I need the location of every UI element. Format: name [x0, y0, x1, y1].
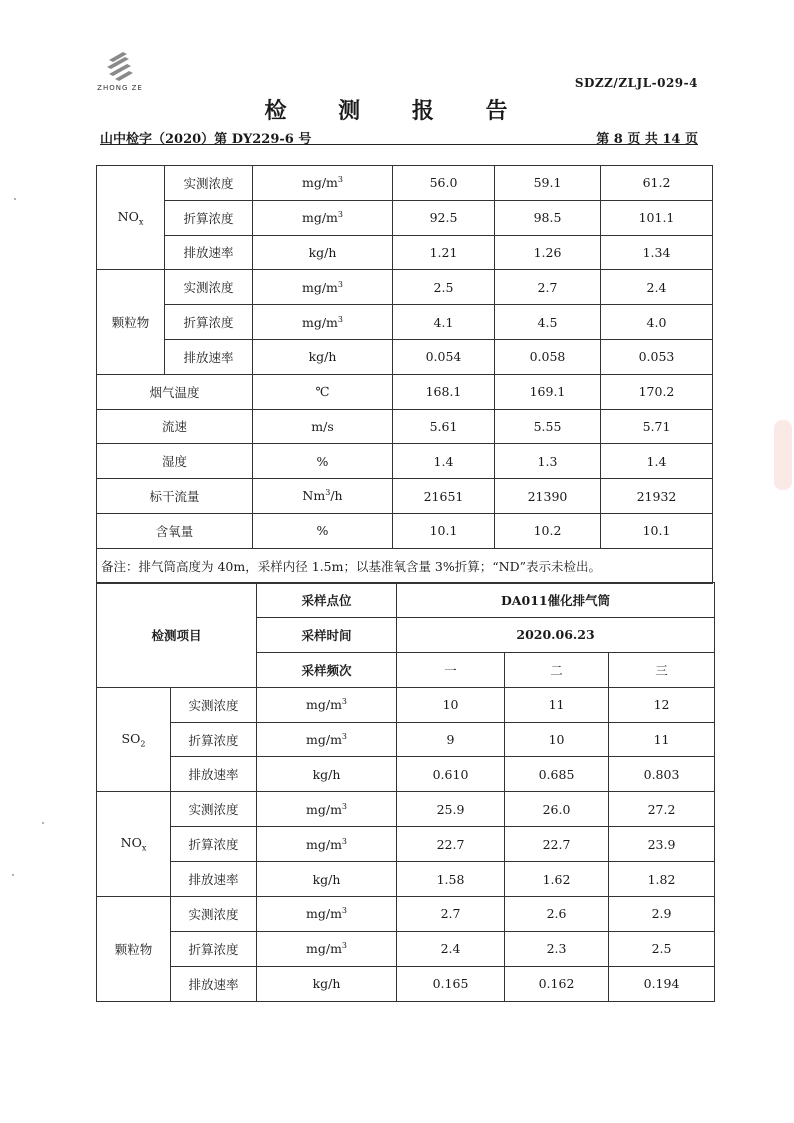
- point-value: DA011催化排气筒: [397, 583, 715, 618]
- page-number: 第 8 页 共 14 页: [596, 132, 698, 147]
- unit-cell: $mg/m^3$: [253, 166, 393, 201]
- report-subheader: [100, 128, 698, 145]
- logo-text: ZHONG ZE: [97, 84, 143, 92]
- table-row: [97, 235, 713, 270]
- metric-label: 排放速率: [171, 862, 257, 897]
- value-cell: 98.5: [495, 200, 601, 235]
- unit-cell: kg/h: [257, 966, 397, 1001]
- param-label: 流速: [97, 409, 253, 444]
- value-cell: 0.053: [601, 339, 713, 374]
- table-row: [97, 409, 713, 444]
- metric-label: 实测浓度: [165, 270, 253, 305]
- value-cell: 0.803: [609, 757, 715, 792]
- value-cell: 56.0: [393, 166, 495, 201]
- time-label: 采样时间: [257, 617, 397, 652]
- table-row: [97, 548, 713, 583]
- value-cell: 2.7: [495, 270, 601, 305]
- value-cell: 9: [397, 722, 505, 757]
- value-cell: 0.194: [609, 966, 715, 1001]
- value-cell: 1.3: [495, 444, 601, 479]
- page-title: 检 测 报 告: [264, 98, 530, 124]
- value-cell: 59.1: [495, 166, 601, 201]
- unit-cell: kg/h: [253, 339, 393, 374]
- value-cell: 0.054: [393, 339, 495, 374]
- param-label: 标干流量: [97, 479, 253, 514]
- value-cell: 1.58: [397, 862, 505, 897]
- value-cell: 4.0: [601, 305, 713, 340]
- unit-cell: kg/h: [253, 235, 393, 270]
- value-cell: 2.4: [601, 270, 713, 305]
- value-cell: 22.7: [505, 827, 609, 862]
- value-cell: 12: [609, 687, 715, 722]
- value-cell: 21651: [393, 479, 495, 514]
- value-cell: 4.5: [495, 305, 601, 340]
- so2-pollutant-cell: $SO_2$: [97, 687, 171, 792]
- nox-pollutant-cell: $NO_x$: [97, 792, 171, 897]
- value-cell: 61.2: [601, 166, 713, 201]
- value-cell: 11: [609, 722, 715, 757]
- value-cell: 1.21: [393, 235, 495, 270]
- value-cell: 10.1: [393, 513, 495, 548]
- table-row: [97, 687, 715, 722]
- table-row: [97, 200, 713, 235]
- table-note: 备注：排气筒高度为 40m，采样内径 1.5m；以基准氧含量 3%折算；“ND”表示未检出。: [97, 548, 713, 583]
- value-cell: 2.5: [609, 931, 715, 966]
- value-cell: 10.2: [495, 513, 601, 548]
- value-cell: 0.058: [495, 339, 601, 374]
- value-cell: 2.9: [609, 897, 715, 932]
- value-cell: 27.2: [609, 792, 715, 827]
- param-label: 湿度: [97, 444, 253, 479]
- value-cell: 1.4: [601, 444, 713, 479]
- unit-cell: Nm$^3$/h: [253, 479, 393, 514]
- document-code: SDZZ/ZLJL-029-4: [574, 76, 698, 90]
- freq-cell: 二: [505, 652, 609, 687]
- unit-cell: $mg/m^3$: [253, 270, 393, 305]
- value-cell: 101.1: [601, 200, 713, 235]
- results-table-continued: [96, 165, 713, 584]
- metric-label: 折算浓度: [171, 722, 257, 757]
- freq-label: 采样频次: [257, 652, 397, 687]
- particulate-pollutant-cell: 颗粒物: [97, 897, 171, 1002]
- unit-cell: ℃: [253, 374, 393, 409]
- metric-label: 排放速率: [165, 235, 253, 270]
- param-label: 烟气温度: [97, 374, 253, 409]
- value-cell: 92.5: [393, 200, 495, 235]
- unit-cell: $mg/m^3$: [257, 722, 397, 757]
- value-cell: 5.61: [393, 409, 495, 444]
- unit-cell: $mg/m^3$: [253, 200, 393, 235]
- unit-cell: $mg/m^3$: [257, 687, 397, 722]
- value-cell: 2.6: [505, 897, 609, 932]
- value-cell: 10: [397, 687, 505, 722]
- table-row: [97, 897, 715, 932]
- metric-label: 折算浓度: [165, 200, 253, 235]
- value-cell: 1.26: [495, 235, 601, 270]
- unit-cell: kg/h: [257, 862, 397, 897]
- value-cell: 0.162: [505, 966, 609, 1001]
- metric-label: 排放速率: [171, 966, 257, 1001]
- value-cell: 0.610: [397, 757, 505, 792]
- table-row: [97, 722, 715, 757]
- point-label: 采样点位: [257, 583, 397, 618]
- unit-cell: $mg/m^3$: [257, 931, 397, 966]
- nox-pollutant-cell: $NO_x$: [97, 166, 165, 270]
- metric-label: 实测浓度: [171, 687, 257, 722]
- results-table-da011: [96, 582, 715, 1002]
- scan-speck: [12, 874, 14, 876]
- value-cell: 170.2: [601, 374, 713, 409]
- particulate-pollutant-cell: 颗粒物: [97, 270, 165, 374]
- value-cell: 5.55: [495, 409, 601, 444]
- metric-label: 折算浓度: [171, 827, 257, 862]
- table-row: [97, 339, 713, 374]
- value-cell: 23.9: [609, 827, 715, 862]
- value-cell: 168.1: [393, 374, 495, 409]
- table-row: [97, 827, 715, 862]
- metric-label: 排放速率: [171, 757, 257, 792]
- value-cell: 1.82: [609, 862, 715, 897]
- unit-cell: $mg/m^3$: [257, 792, 397, 827]
- unit-cell: kg/h: [257, 757, 397, 792]
- value-cell: 4.1: [393, 305, 495, 340]
- value-cell: 10: [505, 722, 609, 757]
- value-cell: 0.685: [505, 757, 609, 792]
- value-cell: 0.165: [397, 966, 505, 1001]
- company-logo: [96, 50, 144, 92]
- unit-cell: $mg/m^3$: [257, 897, 397, 932]
- table-row: [97, 966, 715, 1001]
- time-value: 2020.06.23: [397, 617, 715, 652]
- table-row: [97, 270, 713, 305]
- param-label: 含氧量: [97, 513, 253, 548]
- table-row: [97, 166, 713, 201]
- value-cell: 1.34: [601, 235, 713, 270]
- unit-cell: $mg/m^3$: [257, 827, 397, 862]
- unit-cell: $mg/m^3$: [253, 305, 393, 340]
- freq-cell: 一: [397, 652, 505, 687]
- seal-stamp-edge: [774, 420, 792, 490]
- value-cell: 21390: [495, 479, 601, 514]
- scan-speck: [14, 198, 16, 200]
- value-cell: 1.4: [393, 444, 495, 479]
- metric-label: 折算浓度: [171, 931, 257, 966]
- zhongze-logo-icon: [103, 50, 137, 82]
- metric-label: 折算浓度: [165, 305, 253, 340]
- unit-cell: m/s: [253, 409, 393, 444]
- value-cell: 2.3: [505, 931, 609, 966]
- metric-label: 排放速率: [165, 339, 253, 374]
- value-cell: 26.0: [505, 792, 609, 827]
- table-row: [97, 444, 713, 479]
- table-row: [97, 792, 715, 827]
- table-row: [97, 305, 713, 340]
- value-cell: 2.7: [397, 897, 505, 932]
- item-header: 检测项目: [97, 583, 257, 688]
- table-row: [97, 479, 713, 514]
- unit-cell: %: [253, 444, 393, 479]
- table-row: [97, 513, 713, 548]
- table-row: [97, 931, 715, 966]
- value-cell: 169.1: [495, 374, 601, 409]
- table-row: [97, 583, 715, 618]
- value-cell: 25.9: [397, 792, 505, 827]
- value-cell: 2.4: [397, 931, 505, 966]
- value-cell: 1.62: [505, 862, 609, 897]
- value-cell: 2.5: [393, 270, 495, 305]
- scan-speck: [42, 822, 44, 824]
- table-row: [97, 374, 713, 409]
- table-row: [97, 862, 715, 897]
- metric-label: 实测浓度: [171, 897, 257, 932]
- value-cell: 11: [505, 687, 609, 722]
- report-number: 山中检字（2020）第 DY229-6 号: [100, 132, 312, 147]
- value-cell: 5.71: [601, 409, 713, 444]
- freq-cell: 三: [609, 652, 715, 687]
- value-cell: 22.7: [397, 827, 505, 862]
- metric-label: 实测浓度: [165, 166, 253, 201]
- table-row: [97, 757, 715, 792]
- value-cell: 10.1: [601, 513, 713, 548]
- value-cell: 21932: [601, 479, 713, 514]
- unit-cell: %: [253, 513, 393, 548]
- metric-label: 实测浓度: [171, 792, 257, 827]
